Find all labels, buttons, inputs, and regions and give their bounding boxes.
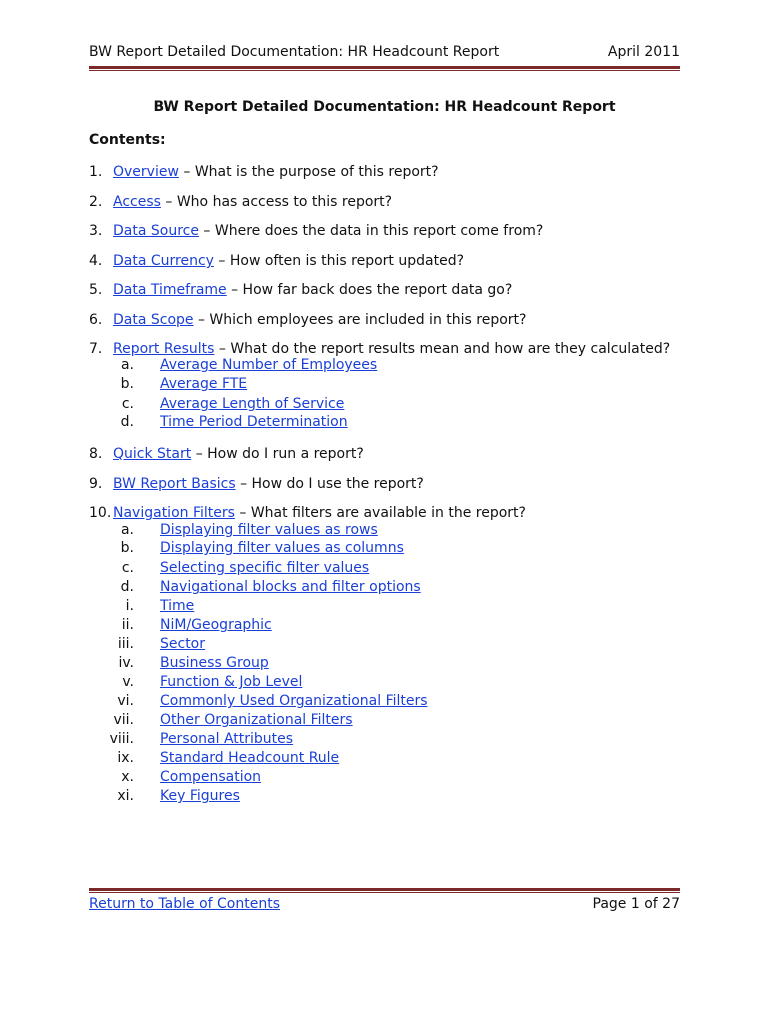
toc-link-displaying-filter-values-as-columns[interactable]: Displaying filter values as columns bbox=[160, 540, 404, 556]
subitem-marker: d. bbox=[120, 414, 134, 430]
subitem-marker: c. bbox=[121, 560, 134, 576]
subitem-marker: ix. bbox=[117, 750, 134, 766]
toc-item-data-scope bbox=[89, 312, 526, 330]
toc-item-data-source bbox=[89, 223, 543, 241]
subitem-marker: a. bbox=[120, 522, 134, 538]
toc-link-displaying-filter-values-as-rows[interactable]: Displaying filter values as rows bbox=[160, 522, 378, 538]
toc-link-selecting-specific-filter-values[interactable]: Selecting specific filter values bbox=[160, 560, 370, 576]
item-number: 9. bbox=[89, 476, 103, 492]
toc-link-average-length-of-service[interactable]: Average Length of Service bbox=[160, 396, 345, 412]
item-number: 5. bbox=[89, 282, 103, 298]
item-description: – How far back does the report data go? bbox=[226, 282, 513, 298]
toc-link-average-number-of-employees[interactable]: Average Number of Employees bbox=[160, 357, 378, 373]
toc-link-sector[interactable]: Sector bbox=[160, 636, 206, 652]
toc-item-navigation-filters bbox=[89, 505, 526, 523]
item-description: – How do I use the report? bbox=[235, 476, 424, 492]
subitem-marker: b. bbox=[120, 540, 134, 556]
toc-link-standard-headcount-rule[interactable]: Standard Headcount Rule bbox=[160, 750, 340, 766]
footer-rule-thin bbox=[89, 892, 680, 893]
subitem-marker: c. bbox=[121, 396, 134, 412]
item-description: – What is the purpose of this report? bbox=[178, 164, 439, 180]
item-description: – What do the report results mean and how are they calculated? bbox=[214, 341, 671, 357]
contents-heading: Contents: bbox=[89, 132, 166, 148]
item-description: – What filters are available in the report? bbox=[234, 505, 526, 521]
item-number: 4. bbox=[89, 253, 103, 269]
item-description: – How often is this report updated? bbox=[213, 253, 465, 269]
header-title: BW Report Detailed Documentation: HR Headcount Report bbox=[89, 44, 500, 60]
item-number: 6. bbox=[89, 312, 103, 328]
item-number: 10. bbox=[89, 505, 112, 521]
subitem-marker: viii. bbox=[109, 731, 134, 747]
toc-link-data-scope[interactable]: Data Scope bbox=[113, 312, 194, 328]
toc-link-time-period-determination[interactable]: Time Period Determination bbox=[160, 414, 348, 430]
header-rule-thin bbox=[89, 70, 680, 71]
toc-link-business-group[interactable]: Business Group bbox=[160, 655, 269, 671]
item-number: 2. bbox=[89, 194, 103, 210]
item-description: – Who has access to this report? bbox=[160, 194, 393, 210]
toc-link-other-organizational-filters[interactable]: Other Organizational Filters bbox=[160, 712, 353, 728]
document-title: BW Report Detailed Documentation: HR Headcount Report bbox=[153, 99, 616, 115]
subitem-marker: xi. bbox=[117, 788, 134, 804]
toc-item-overview bbox=[89, 164, 439, 182]
item-number: 3. bbox=[89, 223, 103, 239]
toc-link-navigational-blocks-and-filter-options[interactable]: Navigational blocks and filter options bbox=[160, 579, 421, 595]
toc-link-report-results[interactable]: Report Results bbox=[113, 341, 215, 357]
toc-link-function-job-level[interactable]: Function & Job Level bbox=[160, 674, 303, 690]
toc-item-access bbox=[89, 194, 392, 212]
item-number: 8. bbox=[89, 446, 103, 462]
header-rule bbox=[89, 66, 680, 69]
toc-item-data-timeframe bbox=[89, 282, 512, 300]
toc-link-time[interactable]: Time bbox=[160, 598, 195, 614]
subitem-marker: vii. bbox=[113, 712, 134, 728]
footer-rule bbox=[89, 888, 680, 891]
toc-link-compensation[interactable]: Compensation bbox=[160, 769, 262, 785]
toc-link-navigation-filters[interactable]: Navigation Filters bbox=[113, 505, 235, 521]
toc-item-data-currency bbox=[89, 253, 464, 271]
toc-link-data-timeframe[interactable]: Data Timeframe bbox=[113, 282, 227, 298]
toc-link-bw-report-basics[interactable]: BW Report Basics bbox=[113, 476, 236, 492]
return-to-toc-link[interactable]: Return to Table of Contents bbox=[89, 896, 280, 912]
toc-link-overview[interactable]: Overview bbox=[113, 164, 179, 180]
subitem-marker: v. bbox=[122, 674, 134, 690]
item-description: – How do I run a report? bbox=[191, 446, 364, 462]
toc-link-quick-start[interactable]: Quick Start bbox=[113, 446, 192, 462]
page-footer bbox=[89, 896, 680, 916]
toc-item-bw-report-basics bbox=[89, 476, 424, 494]
page-number: Page 1 of 27 bbox=[592, 896, 680, 912]
toc-item-quick-start bbox=[89, 446, 364, 464]
page-header bbox=[89, 44, 680, 64]
header-date: April 2011 bbox=[607, 44, 680, 60]
toc-link-personal-attributes[interactable]: Personal Attributes bbox=[160, 731, 294, 747]
toc-link-access[interactable]: Access bbox=[113, 194, 161, 210]
toc-link-key-figures[interactable]: Key Figures bbox=[160, 788, 240, 804]
subitem-marker: iv. bbox=[118, 655, 134, 671]
subitem-marker: ii. bbox=[121, 617, 134, 633]
toc-link-nim-geographic[interactable]: NiM/Geographic bbox=[160, 617, 272, 633]
subitem-marker: vi. bbox=[117, 693, 134, 709]
subitem-marker: d. bbox=[120, 579, 134, 595]
subitem-marker: i. bbox=[125, 598, 134, 614]
item-description: – Where does the data in this report come from? bbox=[198, 223, 544, 239]
subitem-marker: x. bbox=[121, 769, 134, 785]
toc-link-average-fte[interactable]: Average FTE bbox=[160, 376, 248, 392]
subitem-marker: iii. bbox=[117, 636, 134, 652]
item-number: 1. bbox=[89, 164, 103, 180]
subitem-marker: a. bbox=[120, 357, 134, 373]
subitem-marker: b. bbox=[120, 376, 134, 392]
item-number: 7. bbox=[89, 341, 103, 357]
item-description: – Which employees are included in this report? bbox=[193, 312, 527, 328]
toc-link-data-source[interactable]: Data Source bbox=[113, 223, 199, 239]
toc-link-commonly-used-organizational-filters[interactable]: Commonly Used Organizational Filters bbox=[160, 693, 428, 709]
toc-link-data-currency[interactable]: Data Currency bbox=[113, 253, 214, 269]
